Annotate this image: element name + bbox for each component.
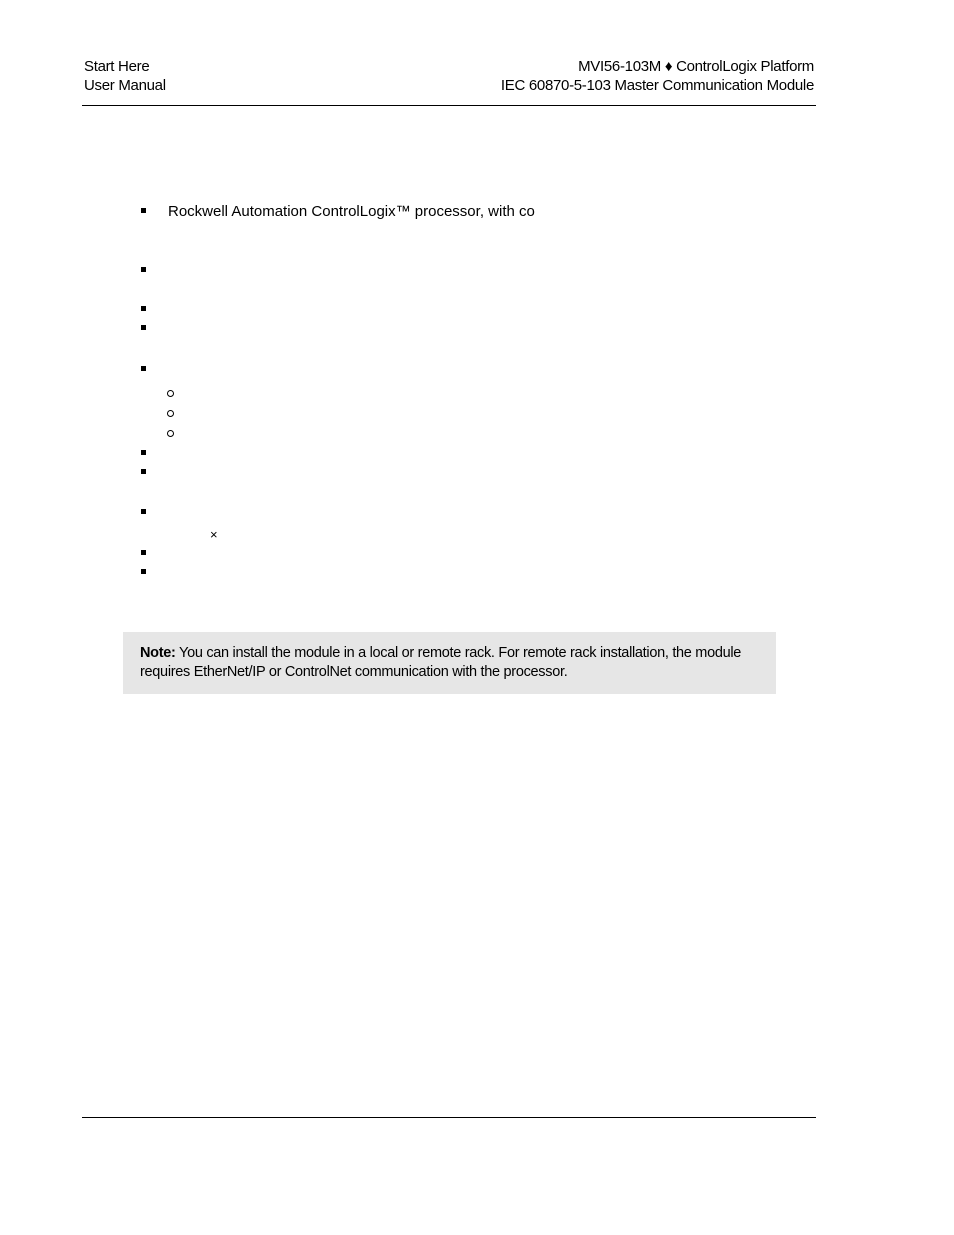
- header-product-title: MVI56-103M ♦ ControlLogix Platform: [578, 58, 814, 75]
- square-bullet-icon: [141, 208, 146, 213]
- header-left: [84, 57, 166, 95]
- header-right: [480, 57, 814, 95]
- header-divider: [82, 105, 816, 106]
- note-label: Note:: [140, 645, 176, 661]
- times-symbol: ×: [210, 527, 218, 542]
- square-bullet-icon: [141, 509, 146, 514]
- square-bullet-icon: [141, 306, 146, 311]
- header-product-subtitle: IEC 60870-5-103 Master Communication Module: [500, 77, 814, 94]
- note-box: [123, 632, 776, 694]
- square-bullet-icon: [141, 550, 146, 555]
- square-bullet-icon: [141, 267, 146, 272]
- square-bullet-icon: [141, 450, 146, 455]
- list-item-processor: Rockwell Automation ControlLogix™ processor, with co: [168, 203, 535, 220]
- circle-bullet-icon: [167, 390, 174, 397]
- square-bullet-icon: [141, 325, 146, 330]
- square-bullet-icon: [141, 366, 146, 371]
- header-section-title: Start Here: [84, 58, 150, 75]
- circle-bullet-icon: [167, 410, 174, 417]
- note-text: You can install the module in a local or remote rack. For remote rack installation, the module requires EtherNet/IP or ControlNet communication with the processor.: [140, 645, 742, 680]
- square-bullet-icon: [141, 569, 146, 574]
- footer-divider: [82, 1117, 816, 1118]
- header-document-type: User Manual: [84, 77, 166, 94]
- circle-bullet-icon: [167, 430, 174, 437]
- square-bullet-icon: [141, 469, 146, 474]
